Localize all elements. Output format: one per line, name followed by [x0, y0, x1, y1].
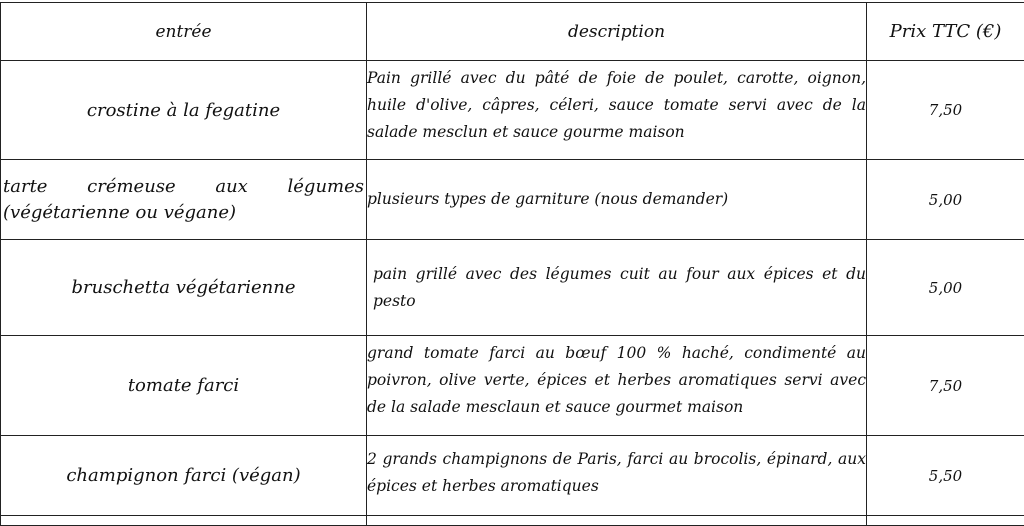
dish-description: plusieurs types de garniture (nous demander)	[367, 160, 867, 240]
dish-description: pain grillé avec des légumes cuit au four aux épices et du pesto	[367, 240, 867, 336]
dish-price: 7,50	[867, 61, 1024, 160]
dish-name: champignon farci (végan)	[1, 436, 367, 516]
dish-price: 5,00	[867, 160, 1024, 240]
header-entree: entrée	[1, 3, 367, 61]
dish-price: 5,00	[867, 240, 1024, 336]
table-row-partial	[1, 516, 1024, 526]
dish-name-line1: tarte crémeuse aux légumes	[3, 176, 364, 197]
header-description: description	[367, 3, 867, 61]
table-row	[1, 61, 1024, 160]
dish-name-line2: (végétarienne ou végane)	[3, 200, 364, 226]
dish-description: Pain grillé avec du pâté de foie de poulet, carotte, oignon, huile d'olive, câpres, céleri, sauce tomate servi avec de la salade mesclun et sauce gourme maison	[367, 61, 867, 160]
empty-cell	[1, 516, 367, 526]
dish-description: 2 grands champignons de Paris, farci au brocolis, épinard, aux épices et herbes aromatiques	[367, 436, 867, 516]
dish-price: 5,50	[867, 436, 1024, 516]
table-row	[1, 160, 1024, 240]
table-row	[1, 336, 1024, 436]
dish-description: grand tomate farci au bœuf 100 % haché, condimenté au poivron, olive verte, épices et herbes aromatiques servi avec de la salade mesclaun et sauce gourmet maison	[367, 336, 867, 436]
header-row	[1, 3, 1024, 61]
table-row	[1, 436, 1024, 516]
dish-name: bruschetta végétarienne	[1, 240, 367, 336]
dish-price: 7,50	[867, 336, 1024, 436]
dish-name	[1, 160, 367, 240]
dish-name: crostine à la fegatine	[1, 61, 367, 160]
dish-name: tomate farci	[1, 336, 367, 436]
menu-table	[0, 2, 1024, 526]
header-prix: Prix TTC (€)	[867, 3, 1024, 61]
empty-cell	[867, 516, 1024, 526]
empty-cell	[367, 516, 867, 526]
table-row	[1, 240, 1024, 336]
